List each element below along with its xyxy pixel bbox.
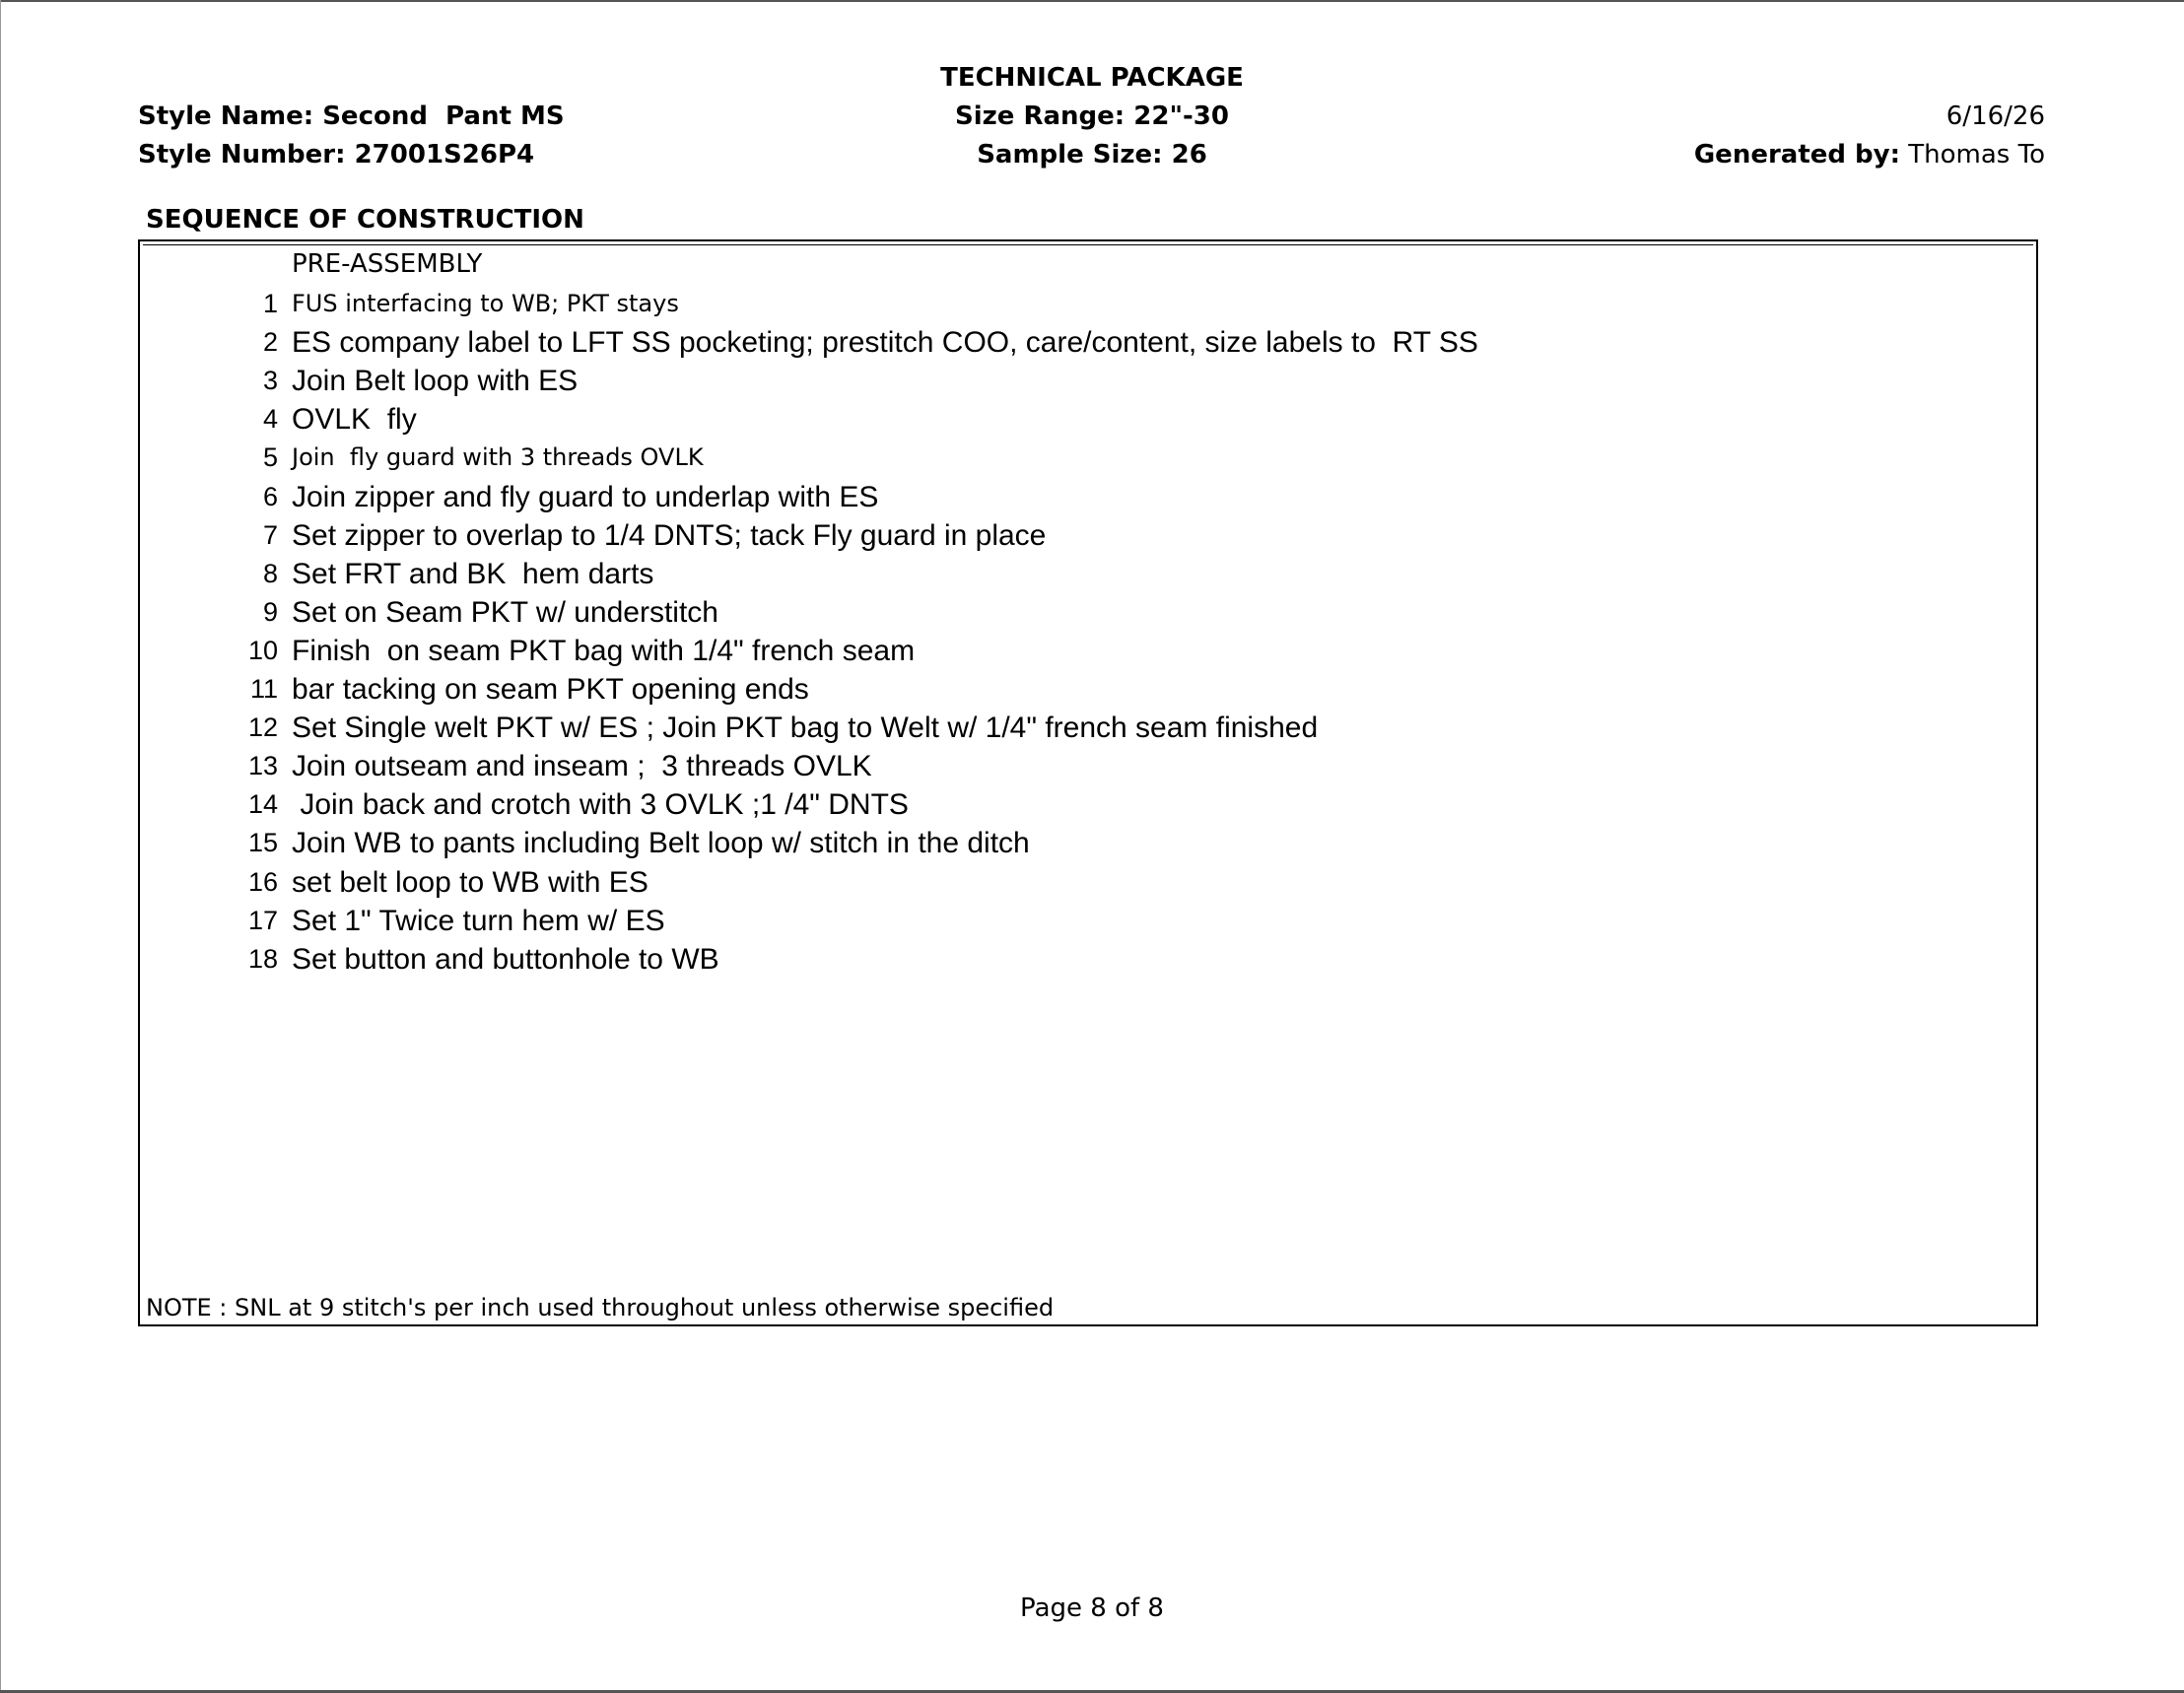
box-inner-rule [143, 244, 2033, 245]
step-text: Set on Seam PKT w/ understitch [292, 596, 718, 629]
step-number: 2 [262, 327, 278, 357]
step-text: Set zipper to overlap to 1/4 DNTS; tack Fly guard in place [292, 519, 1047, 552]
size-range-line [955, 101, 1229, 132]
document-title: TECHNICAL PACKAGE [940, 63, 1244, 93]
step-text: Finish on seam PKT bag with 1/4" french seam [292, 635, 916, 667]
step-number: 7 [262, 520, 278, 550]
step-text: Set FRT and BK hem darts [292, 558, 654, 590]
step-text: Set button and buttonhole to WB [292, 943, 719, 976]
step-number: 1 [262, 289, 278, 318]
step-text: Set Single welt PKT w/ ES ; Join PKT bag to Welt w/ 1/4" french seam finished [292, 711, 1319, 744]
step-text: FUS interfacing to WB; PKT stays [292, 290, 679, 317]
style-number-value: 27001S26P4 [354, 140, 535, 169]
step-number: 10 [247, 636, 278, 665]
sample-size-line [977, 139, 1207, 170]
page-number: Page 8 of 8 [1020, 1593, 1164, 1623]
step-text: ES company label to LFT SS pocketing; prestitch COO, care/content, size labels to RT SS [292, 326, 1478, 359]
step-number: 4 [262, 404, 278, 434]
step-text: set belt loop to WB with ES [292, 866, 648, 899]
step-number: 6 [262, 482, 278, 511]
sample-size-label: Sample Size: [977, 140, 1163, 169]
step-number: 15 [247, 828, 278, 857]
step-text: OVLK fly [292, 403, 417, 436]
style-name-value: Second Pant MS [322, 102, 565, 131]
step-number: 16 [247, 867, 278, 897]
generated-by-line [1694, 139, 2045, 170]
style-name-line [138, 101, 565, 132]
style-number-label: Style Number: [138, 140, 346, 169]
step-text: bar tacking on seam PKT opening ends [292, 673, 809, 706]
step-text: Join back and crotch with 3 OVLK ;1 /4" DNTS [292, 788, 909, 821]
size-range-label: Size Range: [955, 102, 1126, 131]
style-number-line [138, 139, 534, 170]
page-border-left [0, 0, 1, 1693]
step-number: 11 [249, 674, 278, 704]
step-number: 9 [262, 597, 278, 627]
step-text: Join Belt loop with ES [292, 365, 579, 397]
pre-assembly-heading: PRE-ASSEMBLY [292, 249, 483, 279]
note-text: NOTE : SNL at 9 stitch's per inch used throughout unless otherwise specified [146, 1294, 1055, 1321]
step-text: Join zipper and fly guard to underlap with ES [292, 481, 879, 513]
style-name-label: Style Name: [138, 102, 314, 131]
step-text: Join WB to pants including Belt loop w/ stitch in the ditch [292, 827, 1030, 859]
size-range-value: 22"-30 [1133, 102, 1229, 131]
step-number: 3 [262, 366, 278, 395]
section-title: SEQUENCE OF CONSTRUCTION [146, 205, 584, 235]
step-number: 14 [247, 789, 278, 819]
step-number: 8 [262, 559, 278, 588]
step-text: Join fly guard with 3 threads OVLK [292, 443, 704, 471]
step-number: 18 [247, 944, 278, 974]
step-number: 17 [247, 906, 278, 935]
step-text: Join outseam and inseam ; 3 threads OVLK [292, 750, 872, 782]
step-text: Set 1" Twice turn hem w/ ES [292, 905, 665, 937]
generated-by-label: Generated by: [1693, 140, 1901, 169]
sample-size-value: 26 [1171, 140, 1207, 169]
generated-by-value: Thomas To [1908, 140, 2045, 169]
step-number: 13 [247, 751, 278, 780]
step-number: 12 [247, 712, 278, 742]
date: 6/16/26 [1945, 102, 2045, 131]
page-border-top [0, 0, 2184, 2]
step-number: 5 [262, 442, 278, 472]
